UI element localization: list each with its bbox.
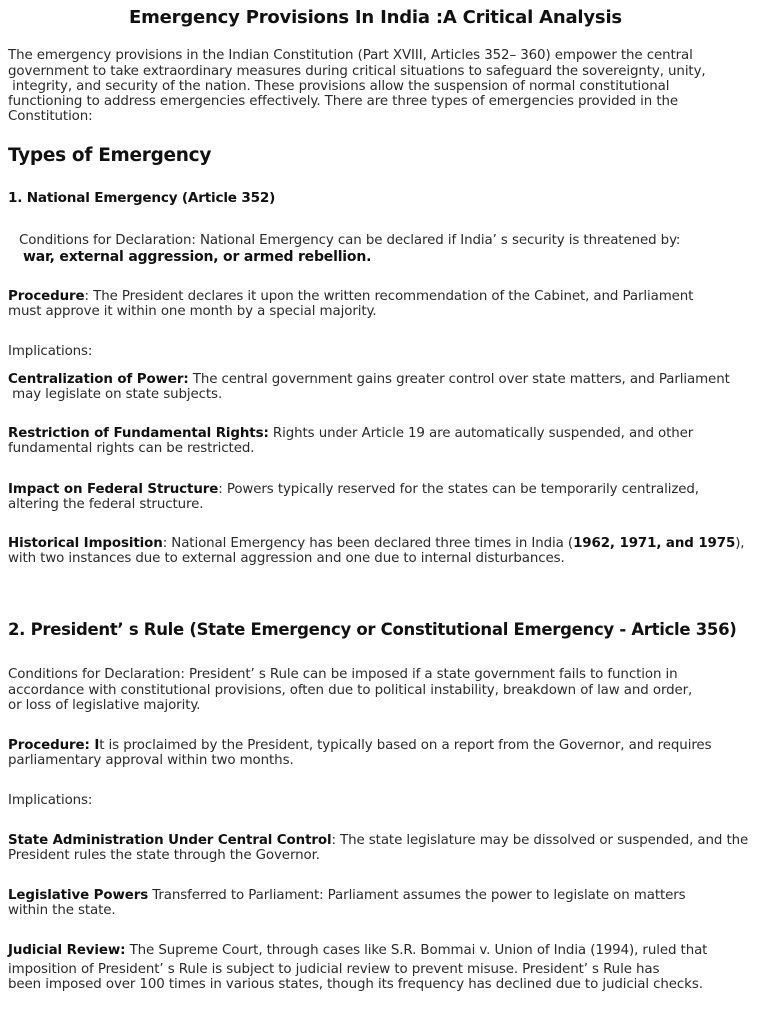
document-title: Emergency Provisions In India :A Critical Analysis [129, 7, 622, 28]
intro-line: functioning to address emergencies effectively. There are three types of emergencies provided in the [8, 94, 679, 109]
presidents-implications-label: Implications: [8, 793, 93, 808]
presidents-conditions: Conditions for Declaration: President’ s Rule can be imposed if a state government fails to function in [8, 667, 678, 682]
federal-item [8, 482, 699, 498]
intro-line: Constitution: [8, 109, 93, 124]
centralization-item [8, 372, 730, 388]
state-admin-item [8, 833, 748, 849]
restriction-cont: fundamental rights can be restricted. [8, 441, 255, 456]
presidents-procedure [8, 738, 711, 754]
state-admin-cont: President rules the state through the Governor. [8, 848, 320, 863]
federal-label: Impact on Federal Structure [8, 482, 219, 497]
judicial-item [8, 943, 707, 959]
judicial-text: The Supreme Court, through cases like S.R. Bommai v. Union of India (1994), ruled that [125, 943, 708, 958]
procedure-label: Procedure [8, 289, 85, 304]
presidents-conditions-cont: or loss of legislative majority. [8, 698, 201, 713]
judicial-cont: imposition of President’ s Rule is subject to judicial review to prevent misuse. President’ s Rule has [8, 962, 660, 977]
centralization-text: The central government gains greater control over state matters, and Parliament [188, 372, 730, 387]
historical-text-end: ), [735, 536, 745, 551]
types-heading: Types of Emergency [8, 145, 212, 166]
historical-cont: with two instances due to external aggression and one due to internal disturbances. [8, 551, 565, 566]
presidents-procedure-cont: parliamentary approval within two months. [8, 753, 294, 768]
judicial-label: Judicial Review: [8, 943, 126, 958]
national-procedure [8, 289, 693, 305]
procedure-text: : The President declares it upon the written recommendation of the Cabinet, and Parliament [84, 289, 694, 304]
national-conditions: Conditions for Declaration: National Emergency can be declared if India’ s security is threatened by: [19, 233, 681, 248]
restriction-label: Restriction of Fundamental Rights: [8, 426, 269, 441]
historical-years: 1962, 1971, and 1975 [573, 536, 736, 551]
restriction-text: Rights under Article 19 are automatically suspended, and other [268, 426, 694, 441]
historical-item [8, 536, 744, 552]
presidents-rule-heading: 2. President’ s Rule (State Emergency or Constitutional Emergency - Article 356) [8, 620, 737, 639]
national-procedure-cont: must approve it within one month by a special majority. [8, 304, 377, 319]
intro-line: The emergency provisions in the Indian Constitution (Part XVIII, Articles 352– 360) empower the central [8, 48, 693, 63]
national-conditions-threats: war, external aggression, or armed rebellion. [23, 249, 372, 265]
legislative-item [8, 888, 686, 904]
judicial-cont: been imposed over 100 times in various states, though its frequency has declined due to judicial checks. [8, 977, 703, 992]
procedure-label: Procedure: I [8, 738, 100, 753]
national-emergency-heading: 1. National Emergency (Article 352) [8, 190, 276, 206]
presidents-conditions-cont: accordance with constitutional provisions, often due to political instability, breakdown of law and order, [8, 683, 693, 698]
federal-cont: altering the federal structure. [8, 497, 204, 512]
legislative-text: Transferred to Parliament: Parliament assumes the power to legislate on matters [148, 888, 686, 903]
legislative-cont: within the state. [8, 903, 116, 918]
intro-line: integrity, and security of the nation. These provisions allow the suspension of normal constitutional [8, 79, 670, 94]
federal-text: : Powers typically reserved for the states can be temporarily centralized, [218, 482, 699, 497]
restriction-item [8, 426, 693, 442]
centralization-cont: may legislate on state subjects. [8, 387, 223, 402]
state-admin-text: : The state legislature may be dissolved or suspended, and the [331, 833, 749, 848]
centralization-label: Centralization of Power: [8, 372, 189, 387]
intro-line: government to take extraordinary measures during critical situations to safeguard the sovereignty, unity, [8, 64, 706, 79]
legislative-label: Legislative Powers [8, 888, 149, 903]
procedure-text: t is proclaimed by the President, typically based on a report from the Governor, and requires [99, 738, 712, 753]
national-implications-label: Implications: [8, 344, 93, 359]
state-admin-label: State Administration Under Central Control [8, 833, 332, 848]
historical-text: : National Emergency has been declared three times in India ( [162, 536, 574, 551]
historical-label: Historical Imposition [8, 536, 163, 551]
